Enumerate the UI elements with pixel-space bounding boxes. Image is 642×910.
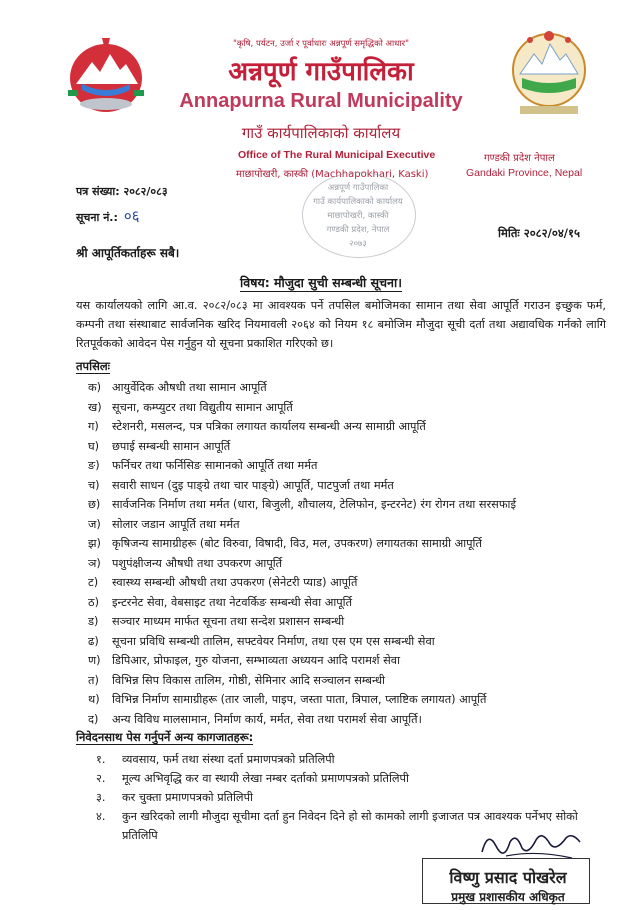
item-marker: घ) xyxy=(88,439,100,453)
list-item xyxy=(88,476,608,496)
signatory-name: विष्णु प्रसाद पोखरेल xyxy=(449,868,567,887)
item-marker: ज) xyxy=(88,517,101,531)
item-marker: ण) xyxy=(88,654,101,667)
province-en: Gandaki Province, Nepal xyxy=(466,167,583,179)
notice-number-handwritten: ०६ xyxy=(123,207,140,225)
stamp-text-line: गण्डकी प्रदेश, नेपाल xyxy=(326,225,390,235)
list-item xyxy=(88,417,608,437)
details-heading xyxy=(76,359,110,374)
item-marker: ङ) xyxy=(88,459,100,472)
stamp-text-line: गाउँ कार्यपालिकाको कार्यालय xyxy=(313,197,403,207)
doc-text: व्यवसाय, फर्म तथा संस्था दर्ता प्रमाणपत्रको प्रतिलिपी xyxy=(122,753,335,766)
list-item xyxy=(88,671,608,691)
doc-text: कर चुक्ता प्रमाणपत्रको प्रतिलिपी xyxy=(122,791,253,804)
item-text: छपाई सम्बन्धी सामान आपूर्ति xyxy=(112,439,231,453)
list-item xyxy=(96,750,616,769)
item-marker: च) xyxy=(88,478,100,492)
stamp-text-line: माछापोखरी, कास्की xyxy=(327,211,389,221)
doc-text: कुन खरिदको लागी मौजुदा सूचीमा दर्ता हुन निवेदन दिने हो सो कामको लागी इजाजत पत्र आवश्यक पर्नेभए सोको प्रतिलिपि xyxy=(122,810,578,842)
notice-number-label: सूचना नं.: xyxy=(76,211,118,224)
supply-items-list xyxy=(88,378,608,729)
item-text: सूचना, कम्प्युटर तथा विद्युतीय सामान आपूर्ति xyxy=(112,400,293,414)
list-item xyxy=(88,593,608,613)
municipality-title-np: अन्नपूर्ण गाउँपालिका xyxy=(228,57,414,87)
item-text: विभिन्न सिप विकास तालिम, गोष्ठी, सेमिनार आदि सञ्चालन सम्बन्धी xyxy=(112,673,385,687)
list-item xyxy=(88,690,608,710)
item-text: स्टेशनरी, मसलन्द, पत्र पत्रिका लगायत कार्यालय सम्बन्धी अन्य सामाग्री आपूर्ति xyxy=(112,420,426,433)
item-marker: ट) xyxy=(88,576,99,589)
office-title-np: गाउँ कार्यपालिकाको कार्यालय xyxy=(241,124,401,142)
office-address: माछापोखरी, कास्की (Machhapokhari, Kaski) xyxy=(236,169,429,180)
item-text: स्वास्थ्य सम्बन्धी औषधी तथा उपकरण (सेनेटरी प्याड) आपूर्ति xyxy=(112,576,358,589)
list-item xyxy=(88,554,608,574)
item-marker: त) xyxy=(88,673,99,687)
item-text: अन्य विविध मालसामान, निर्माण कार्य, मर्मत, सेवा तथा परामर्श सेवा आपूर्ति। xyxy=(112,712,422,726)
municipality-title-en: Annapurna Rural Municipality xyxy=(179,90,463,112)
item-text: सोलार जडान आपूर्ति तथा मर्मत xyxy=(112,517,240,531)
list-item xyxy=(88,515,608,535)
details-heading-text: तपसिलः xyxy=(76,359,110,373)
documents-heading xyxy=(76,730,253,745)
list-item xyxy=(88,710,608,730)
body-paragraph: यस कार्यालयको लागि आ.व. २०८२/०८३ मा आवश्यक पर्ने तपसिल बमोजिमका सामान तथा सेवा आपूर्ति गराउन इच्छुक फर्म, कम्पनी तथा संस्थाबाट सार्वजनिक खरिद नियमावली २०६४ को नियम १८ बमोजिम मौजुदा सूची दर्ता तथा अद्यावधिक गर्नको लागि रितपूर्वकको आवेदन पेस गर्नुहुन यो सूचना प्रकाशित गरिएको छ। xyxy=(76,299,606,350)
item-marker: क) xyxy=(88,381,102,394)
doc-text: मूल्य अभिवृद्धि कर वा स्थायी लेखा नम्बर दर्ताको प्रमाणपत्रको प्रतिलिपी xyxy=(122,772,409,785)
item-text: पशुपंक्षीजन्य औषधी तथा उपकरण आपूर्ति xyxy=(112,556,283,570)
item-text: सूचना प्रविधि सम्बन्धी तालिम, सफ्टवेयर निर्माण, तथा एस एम एस सम्बन्धी सेवा xyxy=(112,634,435,648)
doc-marker: ४. xyxy=(96,810,106,823)
item-marker: झ) xyxy=(88,537,101,550)
list-item xyxy=(88,534,608,554)
province-np: गण्डकी प्रदेश नेपाल xyxy=(484,153,555,164)
item-text: कृषिजन्य सामाग्रीहरू (बोट विरुवा, विषादी, विउ, मल, उपकरण) लगायतका सामाग्री आपूर्ति xyxy=(112,537,482,550)
item-marker: ख) xyxy=(88,400,102,414)
item-marker: ञ) xyxy=(88,556,101,570)
list-item xyxy=(88,573,608,593)
item-marker: द) xyxy=(88,712,99,726)
item-text: विभिन्न निर्माण सामाग्रीहरू (तार जाली, पाइप, जस्ता पाता, त्रिपाल, प्लाष्टिक लगायत) आपूर्ति xyxy=(112,693,487,706)
item-text: आयुर्वेदिक औषधी तथा सामान आपूर्ति xyxy=(112,381,267,394)
item-marker: ड) xyxy=(88,615,99,628)
list-item xyxy=(96,788,616,807)
salutation: श्री आपूर्तिकर्ताहरू सबै। xyxy=(76,246,180,260)
doc-marker: २. xyxy=(96,772,106,785)
item-text: डिपिआर, प्रोफाइल, गुरु योजना, सम्भाव्यता अध्ययन आदि परामर्श सेवा xyxy=(112,654,400,667)
stamp-text-line: २०७३ xyxy=(349,239,367,249)
list-item xyxy=(96,769,616,788)
item-marker: ठ) xyxy=(88,595,99,609)
reference-number: पत्र संख्या: २०८२/०८३ xyxy=(76,185,168,198)
subject-line xyxy=(0,274,642,291)
office-title-en: Office of The Rural Municipal Executive xyxy=(238,149,436,161)
item-marker: ग) xyxy=(88,420,99,433)
list-item xyxy=(88,495,608,515)
notice-date: मितिः २०८२/०४/१५ xyxy=(498,226,580,240)
item-text: फर्निचर तथा फर्निसिङ सामानको आपूर्ति तथा मर्मत xyxy=(112,459,318,472)
list-item xyxy=(88,651,608,671)
documents-heading-text: निवेदनसाथ पेस गर्नुपर्ने अन्य कागजातहरू: xyxy=(76,730,254,744)
slogan-text: "कृषि, पर्यटन, उर्जा र पूर्वाधारः अन्नपूर्ण समृद्धिको आधार" xyxy=(232,39,410,49)
item-marker: थ) xyxy=(88,693,100,706)
item-text: इन्टरनेट सेवा, वेबसाइट तथा नेटवर्किङ सम्बन्धी सेवा आपूर्ति xyxy=(112,595,353,609)
item-text: सवारी साधन (दुइ पाङ्ग्रे तथा चार पाङ्ग्रे) आपूर्ति, पाटपुर्जा तथा मर्मत xyxy=(112,478,394,492)
signatory-title: प्रमुख प्रशासकीय अधिकृत xyxy=(451,890,565,904)
stamp-text-line: अन्नपूर्ण गाउँपालिका xyxy=(327,183,389,193)
item-marker: छ) xyxy=(88,498,101,511)
list-item xyxy=(88,398,608,418)
subject-text: विषय: मौजुदा सुची सम्बन्धी सूचना। xyxy=(240,275,402,290)
doc-marker: १. xyxy=(96,753,106,766)
item-marker: ढ) xyxy=(88,634,99,648)
list-item xyxy=(88,632,608,652)
doc-marker: ३. xyxy=(96,791,106,804)
notice-number-row xyxy=(76,206,140,226)
list-item xyxy=(88,612,608,632)
item-text: सार्वजनिक निर्माण तथा मर्मत (धारा, बिजुली, शौचालय, टेलिफोन, इन्टरनेट) रंग रोगन तथा सरसफाई xyxy=(112,498,517,511)
item-text: सञ्चार माध्यम मार्फत सूचना तथा सन्देश प्रशासन सम्बन्धी xyxy=(112,615,345,628)
list-item xyxy=(88,456,608,476)
list-item xyxy=(88,378,608,398)
list-item xyxy=(88,437,608,457)
